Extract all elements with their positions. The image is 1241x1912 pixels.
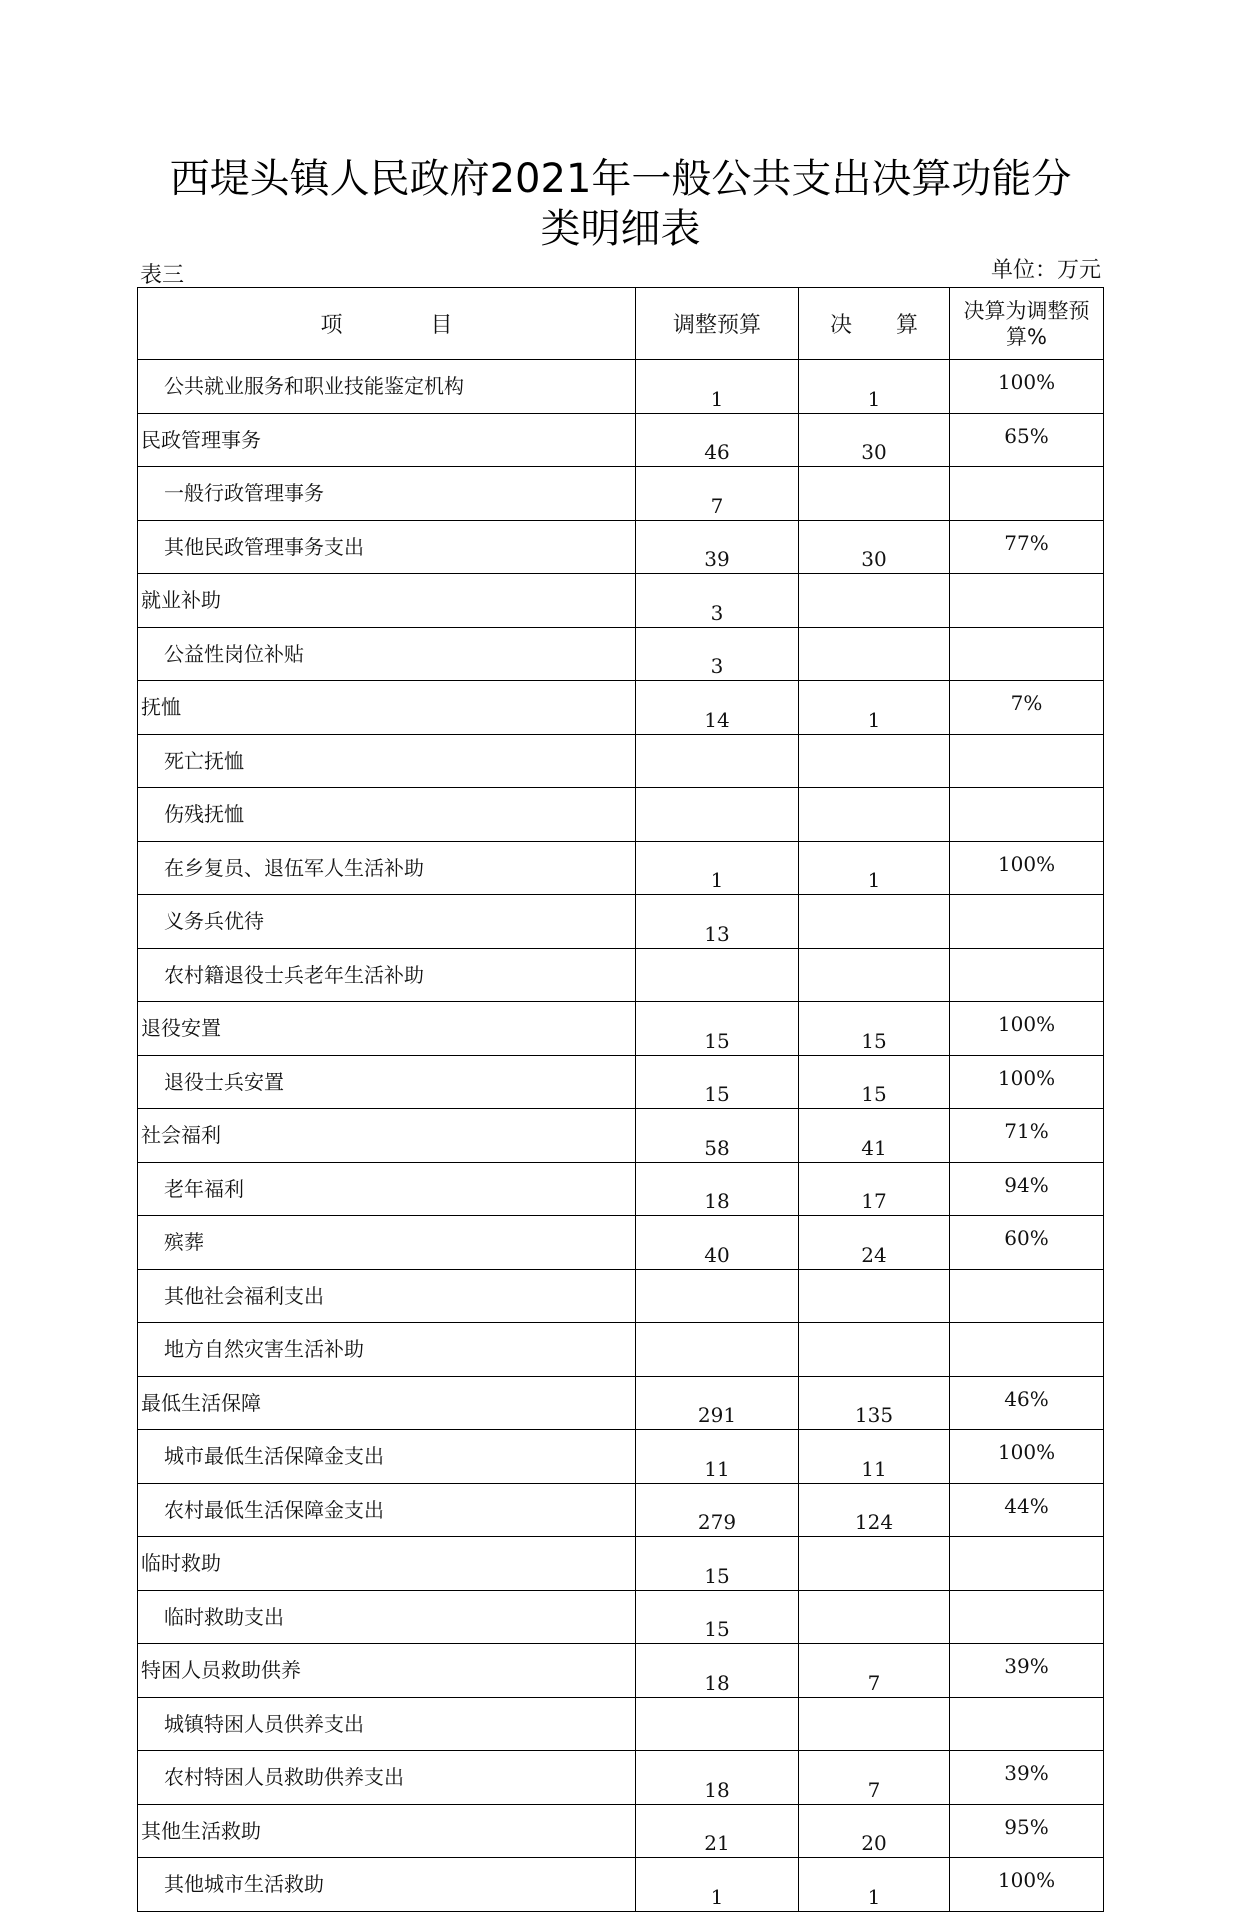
- row-name: 农村最低生活保障金支出: [138, 1483, 636, 1537]
- header-item: 项 目: [138, 288, 636, 360]
- row-name: 公共就业服务和职业技能鉴定机构: [138, 360, 636, 414]
- row-budget: 14: [636, 681, 799, 735]
- row-budget: 1: [636, 360, 799, 414]
- row-name: 一般行政管理事务: [138, 467, 636, 521]
- expenditure-table: [137, 287, 1104, 1912]
- row-budget: 1: [636, 841, 799, 895]
- row-name: 地方自然灾害生活补助: [138, 1323, 636, 1377]
- row-final: [799, 948, 950, 1002]
- row-percent: [950, 788, 1104, 842]
- row-final: 124: [799, 1483, 950, 1537]
- table-row: [138, 841, 1104, 895]
- row-name: 殡葬: [138, 1216, 636, 1270]
- row-budget: [636, 948, 799, 1002]
- table-row: [138, 1216, 1104, 1270]
- row-percent: [950, 627, 1104, 681]
- row-final: [799, 1269, 950, 1323]
- row-budget: 15: [636, 1590, 799, 1644]
- table-row: [138, 1697, 1104, 1751]
- row-percent: 100%: [950, 1055, 1104, 1109]
- row-percent: [950, 734, 1104, 788]
- row-final: [799, 574, 950, 628]
- row-budget: 21: [636, 1804, 799, 1858]
- row-name: 特困人员救助供养: [138, 1644, 636, 1698]
- row-budget: 40: [636, 1216, 799, 1270]
- row-budget: 18: [636, 1751, 799, 1805]
- row-final: 30: [799, 413, 950, 467]
- table-row: [138, 1430, 1104, 1484]
- row-percent: 100%: [950, 360, 1104, 414]
- row-percent: [950, 1269, 1104, 1323]
- table-row: [138, 1804, 1104, 1858]
- table-row: [138, 1323, 1104, 1377]
- table-row: [138, 360, 1104, 414]
- table-row: [138, 1483, 1104, 1537]
- row-budget: 1: [636, 1858, 799, 1912]
- row-percent: 71%: [950, 1109, 1104, 1163]
- row-budget: 18: [636, 1162, 799, 1216]
- row-final: 1: [799, 1858, 950, 1912]
- table-number: 表三: [140, 263, 185, 288]
- row-budget: [636, 1269, 799, 1323]
- table-row: [138, 895, 1104, 949]
- row-name: 农村特困人员救助供养支出: [138, 1751, 636, 1805]
- row-name: 退役士兵安置: [138, 1055, 636, 1109]
- row-budget: 58: [636, 1109, 799, 1163]
- row-percent: 44%: [950, 1483, 1104, 1537]
- row-percent: [950, 1590, 1104, 1644]
- row-budget: 15: [636, 1055, 799, 1109]
- table-row: [138, 574, 1104, 628]
- row-final: 1: [799, 681, 950, 735]
- row-name: 民政管理事务: [138, 413, 636, 467]
- row-budget: [636, 734, 799, 788]
- table-row: [138, 1751, 1104, 1805]
- row-name: 伤残抚恤: [138, 788, 636, 842]
- row-percent: 7%: [950, 681, 1104, 735]
- row-percent: [950, 1697, 1104, 1751]
- row-budget: 15: [636, 1537, 799, 1591]
- row-name: 农村籍退役士兵老年生活补助: [138, 948, 636, 1002]
- row-percent: [950, 948, 1104, 1002]
- row-percent: 100%: [950, 1858, 1104, 1912]
- page-title-continued: 类明细表: [540, 206, 701, 252]
- row-final: 24: [799, 1216, 950, 1270]
- row-budget: 3: [636, 574, 799, 628]
- table-row: [138, 1162, 1104, 1216]
- table-row: [138, 1537, 1104, 1591]
- row-percent: [950, 1537, 1104, 1591]
- row-percent: 100%: [950, 1430, 1104, 1484]
- row-name: 社会福利: [138, 1109, 636, 1163]
- row-final: 30: [799, 520, 950, 574]
- row-final: 20: [799, 1804, 950, 1858]
- row-final: [799, 734, 950, 788]
- row-final: 15: [799, 1055, 950, 1109]
- row-percent: 100%: [950, 1002, 1104, 1056]
- header-final: 决 算: [799, 288, 950, 360]
- row-percent: [950, 574, 1104, 628]
- row-final: [799, 627, 950, 681]
- row-budget: 11: [636, 1430, 799, 1484]
- header-budget: 调整预算: [636, 288, 799, 360]
- row-budget: [636, 788, 799, 842]
- row-name: 抚恤: [138, 681, 636, 735]
- row-percent: 100%: [950, 841, 1104, 895]
- row-name: 老年福利: [138, 1162, 636, 1216]
- row-percent: [950, 895, 1104, 949]
- row-name: 公益性岗位补贴: [138, 627, 636, 681]
- row-name: 最低生活保障: [138, 1376, 636, 1430]
- row-percent: 39%: [950, 1644, 1104, 1698]
- row-name: 其他社会福利支出: [138, 1269, 636, 1323]
- row-percent: [950, 467, 1104, 521]
- table-row: [138, 1269, 1104, 1323]
- table-row: [138, 1644, 1104, 1698]
- row-final: 15: [799, 1002, 950, 1056]
- table-row: [138, 734, 1104, 788]
- header-percent: 决算为调整预算%: [950, 288, 1104, 360]
- row-final: [799, 467, 950, 521]
- row-percent: 77%: [950, 520, 1104, 574]
- row-name: 城市最低生活保障金支出: [138, 1430, 636, 1484]
- row-budget: 18: [636, 1644, 799, 1698]
- table-row: [138, 1002, 1104, 1056]
- row-name: 其他城市生活救助: [138, 1858, 636, 1912]
- row-name: 就业补助: [138, 574, 636, 628]
- row-final: [799, 1697, 950, 1751]
- row-final: [799, 895, 950, 949]
- row-name: 临时救助: [138, 1537, 636, 1591]
- row-budget: [636, 1697, 799, 1751]
- table-row: [138, 413, 1104, 467]
- row-final: 17: [799, 1162, 950, 1216]
- table-row: [138, 1590, 1104, 1644]
- table-row: [138, 948, 1104, 1002]
- row-percent: 95%: [950, 1804, 1104, 1858]
- row-final: 1: [799, 841, 950, 895]
- row-percent: 65%: [950, 413, 1104, 467]
- row-final: [799, 1323, 950, 1377]
- row-name: 城镇特困人员供养支出: [138, 1697, 636, 1751]
- row-final: 7: [799, 1751, 950, 1805]
- row-final: 1: [799, 360, 950, 414]
- table-row: [138, 788, 1104, 842]
- table-header-row: [138, 288, 1104, 360]
- row-final: 135: [799, 1376, 950, 1430]
- row-budget: 13: [636, 895, 799, 949]
- row-budget: 15: [636, 1002, 799, 1056]
- row-budget: 279: [636, 1483, 799, 1537]
- page-title: 西堤头镇人民政府2021年一般公共支出决算功能分: [169, 156, 1072, 202]
- table-row: [138, 627, 1104, 681]
- row-final: 7: [799, 1644, 950, 1698]
- row-percent: 46%: [950, 1376, 1104, 1430]
- unit-label: 单位：万元: [990, 258, 1101, 283]
- table-row: [138, 1055, 1104, 1109]
- table-row: [138, 681, 1104, 735]
- row-percent: [950, 1323, 1104, 1377]
- row-final: 11: [799, 1430, 950, 1484]
- row-final: 41: [799, 1109, 950, 1163]
- row-final: [799, 1590, 950, 1644]
- row-percent: 39%: [950, 1751, 1104, 1805]
- row-name: 退役安置: [138, 1002, 636, 1056]
- row-name: 临时救助支出: [138, 1590, 636, 1644]
- row-budget: 39: [636, 520, 799, 574]
- row-name: 义务兵优待: [138, 895, 636, 949]
- row-budget: 291: [636, 1376, 799, 1430]
- table-row: [138, 1858, 1104, 1912]
- row-budget: [636, 1323, 799, 1377]
- row-name: 其他生活救助: [138, 1804, 636, 1858]
- row-percent: 94%: [950, 1162, 1104, 1216]
- row-percent: 60%: [950, 1216, 1104, 1270]
- row-budget: 7: [636, 467, 799, 521]
- row-name: 其他民政管理事务支出: [138, 520, 636, 574]
- row-budget: 46: [636, 413, 799, 467]
- row-name: 在乡复员、退伍军人生活补助: [138, 841, 636, 895]
- table-row: [138, 520, 1104, 574]
- row-final: [799, 1537, 950, 1591]
- table-row: [138, 1109, 1104, 1163]
- row-final: [799, 788, 950, 842]
- row-budget: 3: [636, 627, 799, 681]
- table-row: [138, 467, 1104, 521]
- table-row: [138, 1376, 1104, 1430]
- row-name: 死亡抚恤: [138, 734, 636, 788]
